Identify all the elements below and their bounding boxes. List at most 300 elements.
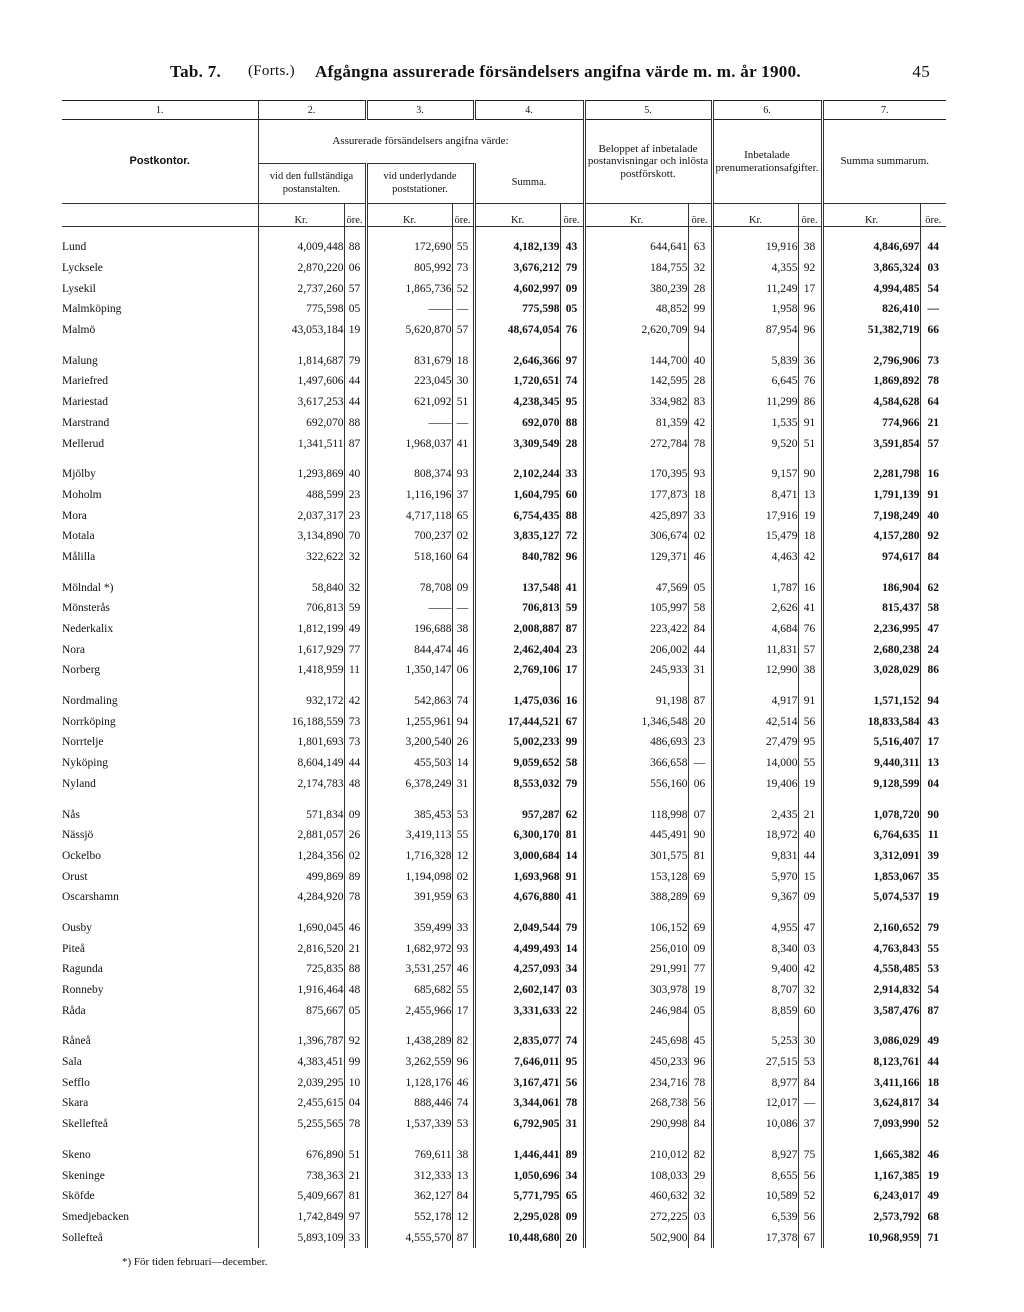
ore-cell: 48: [344, 774, 366, 795]
ore-cell: 88: [344, 959, 366, 980]
postkontor-name: Skeno: [62, 1148, 91, 1161]
kr-cell: 2,737,260: [258, 278, 344, 299]
postkontor-name: Målilla: [62, 550, 96, 563]
ore-cell: 91: [920, 485, 946, 506]
kr-cell: 42,514: [712, 711, 798, 732]
ore-cell: 84: [688, 1114, 712, 1135]
ore-cell: 09: [560, 1207, 584, 1228]
ore-cell: 60: [560, 485, 584, 506]
column-number: 7.: [822, 101, 946, 120]
kr-cell: 4,182,139: [474, 237, 560, 258]
kr-cell: 359,499: [366, 918, 452, 939]
ore-cell: 52: [798, 1186, 822, 1207]
ore-cell: 47: [798, 918, 822, 939]
kr-cell: 6,378,249: [366, 774, 452, 795]
kr-cell: 10,968,959: [822, 1227, 920, 1248]
ore-cell: 73: [452, 258, 474, 279]
kr-cell: 5,409,667: [258, 1186, 344, 1207]
ore-cell: 87: [344, 433, 366, 454]
kr-cell: 4,558,485: [822, 959, 920, 980]
ore-cell: 73: [920, 350, 946, 371]
table-row: [62, 1145, 946, 1166]
ore-cell: 28: [560, 433, 584, 454]
kr-cell: 3,344,061: [474, 1093, 560, 1114]
kr-cell: 303,978: [584, 980, 688, 1001]
ore-cell: 86: [798, 392, 822, 413]
ore-cell: 05: [688, 577, 712, 598]
table-row: [62, 774, 946, 795]
ore-cell: 13: [920, 753, 946, 774]
ore-cell: 92: [920, 526, 946, 547]
kr-cell: 3,617,253: [258, 392, 344, 413]
kr-cell: 4,238,345: [474, 392, 560, 413]
kr-cell: 5,074,537: [822, 887, 920, 908]
ore-cell: 09: [452, 577, 474, 598]
kr-cell: 5,620,870: [366, 320, 452, 341]
ore-cell: 99: [688, 299, 712, 320]
kr-cell: 2,680,238: [822, 639, 920, 660]
ore-cell: 31: [452, 774, 474, 795]
ore-cell: 52: [920, 1114, 946, 1135]
kr-cell: 17,378: [712, 1227, 798, 1248]
ore-cell: 14: [560, 846, 584, 867]
kr-cell: 51,382,719: [822, 320, 920, 341]
kr-cell: 450,233: [584, 1052, 688, 1073]
kr-cell: 3,835,127: [474, 526, 560, 547]
ore-cell: 84: [688, 1227, 712, 1248]
kr-cell: 43,053,184: [258, 320, 344, 341]
kr-cell: 118,998: [584, 804, 688, 825]
kr-cell: 2,796,906: [822, 350, 920, 371]
ore-cell: 74: [560, 1031, 584, 1052]
ore-cell: 87: [560, 619, 584, 640]
ore-cell: 02: [452, 526, 474, 547]
kr-cell: 5,893,109: [258, 1227, 344, 1248]
kr-cell: 14,000: [712, 753, 798, 774]
kr-cell: 3,587,476: [822, 1000, 920, 1021]
kr-cell: 3,531,257: [366, 959, 452, 980]
kr-cell: 8,340: [712, 938, 798, 959]
ore-cell: 17: [920, 732, 946, 753]
postkontor-name: Nederkalix: [62, 623, 114, 636]
kr-cell: 6,754,435: [474, 505, 560, 526]
table-row: [62, 577, 946, 598]
ore-cell: 56: [798, 1165, 822, 1186]
kr-cell: 8,471: [712, 485, 798, 506]
kr-cell: 58,840: [258, 577, 344, 598]
ore-cell: 93: [452, 938, 474, 959]
ore-cell: 95: [560, 392, 584, 413]
ore-cell: 64: [452, 547, 474, 568]
kr-cell: 272,784: [584, 433, 688, 454]
ore-cell: 72: [560, 526, 584, 547]
ore-cell: 12: [452, 1207, 474, 1228]
table-row: [62, 660, 946, 681]
ore-cell: 46: [688, 547, 712, 568]
kr-cell: 16,188,559: [258, 711, 344, 732]
kr-cell: 4,955: [712, 918, 798, 939]
ore-cell: 38: [452, 1145, 474, 1166]
table-row: [62, 258, 946, 279]
kr-cell: 2,646,366: [474, 350, 560, 371]
ore-cell: 38: [798, 237, 822, 258]
ore-cell: 76: [560, 320, 584, 341]
kr-cell: 725,835: [258, 959, 344, 980]
ore-cell: 78: [688, 433, 712, 454]
ore-cell: 66: [920, 320, 946, 341]
ore-cell: 23: [344, 505, 366, 526]
kr-cell: 2,620,709: [584, 320, 688, 341]
kr-cell: 256,010: [584, 938, 688, 959]
ore-cell: 37: [452, 485, 474, 506]
ore-cell: 44: [920, 1052, 946, 1073]
kr-cell: 1,116,196: [366, 485, 452, 506]
kr-cell: 3,134,890: [258, 526, 344, 547]
kr-cell: 644,641: [584, 237, 688, 258]
postkontor-name: Motala: [62, 530, 95, 543]
continued-label: (Forts.): [248, 63, 295, 79]
kr-cell: 2,455,615: [258, 1093, 344, 1114]
kr-cell: 1,787: [712, 577, 798, 598]
kr-cell: 9,059,652: [474, 753, 560, 774]
ore-cell: 79: [560, 774, 584, 795]
kr-cell: 3,624,817: [822, 1093, 920, 1114]
ore-cell: 79: [560, 258, 584, 279]
fullstandiga-header: vid den fullständiga postanstalten.: [258, 164, 366, 204]
ore-cell: 55: [798, 753, 822, 774]
group-spacer: [62, 908, 946, 918]
kr-cell: 6,645: [712, 371, 798, 392]
page-header: [170, 62, 930, 86]
ore-cell: 38: [452, 619, 474, 640]
kr-cell: 552,178: [366, 1207, 452, 1228]
ore-cell: 31: [688, 660, 712, 681]
table-row: [62, 691, 946, 712]
kr-cell: 2,602,147: [474, 980, 560, 1001]
ore-cell: 87: [688, 691, 712, 712]
ore-cell: 20: [560, 1227, 584, 1248]
kr-cell: 186,904: [822, 577, 920, 598]
kr-cell: 18,972: [712, 825, 798, 846]
ore-cell: 67: [798, 1227, 822, 1248]
kr-cell: 932,172: [258, 691, 344, 712]
kr-cell: 1,958: [712, 299, 798, 320]
postkontor-name: Piteå: [62, 942, 85, 955]
ore-cell: 59: [560, 598, 584, 619]
kr-cell: 844,474: [366, 639, 452, 660]
kr-cell: 17,444,521: [474, 711, 560, 732]
kr-cell: 184,755: [584, 258, 688, 279]
kr-cell: 1,571,152: [822, 691, 920, 712]
ore-cell: 19: [920, 887, 946, 908]
group-spacer: [62, 454, 946, 464]
ore-cell: 93: [688, 464, 712, 485]
group-spacer: [62, 340, 946, 350]
unit-ore: öre.: [798, 204, 822, 227]
ore-cell: 35: [920, 866, 946, 887]
ore-cell: 74: [560, 371, 584, 392]
ore-cell: 91: [560, 866, 584, 887]
ore-cell: 90: [798, 464, 822, 485]
ore-cell: 26: [452, 732, 474, 753]
kr-cell: ——: [366, 299, 452, 320]
ore-cell: 63: [452, 887, 474, 908]
kr-cell: 10,589: [712, 1186, 798, 1207]
kr-cell: 245,698: [584, 1031, 688, 1052]
kr-cell: 4,499,493: [474, 938, 560, 959]
postkontor-name: Malmö: [62, 324, 96, 337]
ore-cell: 44: [344, 371, 366, 392]
kr-cell: 4,684: [712, 619, 798, 640]
inbetalade-header: Inbetalade prenumerationsafgifter.: [712, 120, 822, 204]
kr-cell: 5,253: [712, 1031, 798, 1052]
unit-kr: Kr.: [584, 204, 688, 227]
kr-cell: 3,028,029: [822, 660, 920, 681]
kr-cell: 5,771,795: [474, 1186, 560, 1207]
kr-cell: 8,655: [712, 1165, 798, 1186]
ore-cell: 97: [560, 350, 584, 371]
table-row: [62, 753, 946, 774]
ore-cell: 88: [560, 413, 584, 434]
kr-cell: 272,225: [584, 1207, 688, 1228]
ore-cell: 77: [344, 639, 366, 660]
kr-cell: 1,812,199: [258, 619, 344, 640]
column-number: 3.: [366, 101, 474, 120]
kr-cell: 391,959: [366, 887, 452, 908]
kr-cell: 1,682,972: [366, 938, 452, 959]
ore-cell: 75: [798, 1145, 822, 1166]
kr-cell: 1,865,736: [366, 278, 452, 299]
kr-cell: 831,679: [366, 350, 452, 371]
kr-cell: 87,954: [712, 320, 798, 341]
ore-cell: 39: [920, 846, 946, 867]
ore-cell: 12: [452, 846, 474, 867]
kr-cell: 27,515: [712, 1052, 798, 1073]
ore-cell: 78: [688, 1072, 712, 1093]
ore-cell: 87: [920, 1000, 946, 1021]
ore-cell: 18: [920, 1072, 946, 1093]
kr-cell: 19,916: [712, 237, 798, 258]
kr-cell: 4,602,997: [474, 278, 560, 299]
kr-cell: 5,839: [712, 350, 798, 371]
ore-cell: 09: [560, 278, 584, 299]
kr-cell: 385,453: [366, 804, 452, 825]
kr-cell: 706,813: [474, 598, 560, 619]
ore-cell: 33: [560, 464, 584, 485]
ore-cell: 55: [452, 237, 474, 258]
ore-cell: 32: [344, 577, 366, 598]
kr-cell: 774,966: [822, 413, 920, 434]
ore-cell: 64: [920, 392, 946, 413]
ore-cell: 68: [920, 1207, 946, 1228]
kr-cell: 170,395: [584, 464, 688, 485]
kr-cell: 888,446: [366, 1093, 452, 1114]
kr-cell: 445,491: [584, 825, 688, 846]
kr-cell: 1,341,511: [258, 433, 344, 454]
kr-cell: 8,123,761: [822, 1052, 920, 1073]
ore-cell: 69: [688, 887, 712, 908]
kr-cell: 4,009,448: [258, 237, 344, 258]
ore-cell: 28: [688, 278, 712, 299]
ore-cell: 74: [452, 1093, 474, 1114]
ore-cell: 53: [452, 804, 474, 825]
kr-cell: 3,086,029: [822, 1031, 920, 1052]
kr-cell: 4,584,628: [822, 392, 920, 413]
unit-kr: Kr.: [474, 204, 560, 227]
kr-cell: 2,573,792: [822, 1207, 920, 1228]
ore-cell: 89: [344, 866, 366, 887]
column-number: 5.: [584, 101, 712, 120]
kr-cell: 1,497,606: [258, 371, 344, 392]
table-row: [62, 887, 946, 908]
kr-cell: 312,333: [366, 1165, 452, 1186]
kr-cell: 380,239: [584, 278, 688, 299]
unit-kr: Kr.: [712, 204, 798, 227]
kr-cell: 2,236,995: [822, 619, 920, 640]
unit-ore: öre.: [920, 204, 946, 227]
ore-cell: 34: [560, 1165, 584, 1186]
kr-cell: 815,437: [822, 598, 920, 619]
kr-cell: 1,128,176: [366, 1072, 452, 1093]
ore-cell: 95: [798, 732, 822, 753]
ore-cell: 41: [560, 887, 584, 908]
kr-cell: 8,553,032: [474, 774, 560, 795]
ore-cell: 94: [452, 711, 474, 732]
kr-cell: 81,359: [584, 413, 688, 434]
kr-cell: 460,632: [584, 1186, 688, 1207]
kr-cell: 290,998: [584, 1114, 688, 1135]
ore-cell: 76: [798, 371, 822, 392]
ore-cell: 77: [688, 959, 712, 980]
table-row: [62, 237, 946, 258]
kr-cell: 3,167,471: [474, 1072, 560, 1093]
kr-cell: 105,997: [584, 598, 688, 619]
kr-cell: 1,916,464: [258, 980, 344, 1001]
postkontor-name: Lund: [62, 241, 87, 254]
kr-cell: 3,676,212: [474, 258, 560, 279]
table-row: [62, 299, 946, 320]
kr-cell: 2,881,057: [258, 825, 344, 846]
ore-cell: 60: [798, 1000, 822, 1021]
ore-cell: —: [920, 299, 946, 320]
ore-cell: 73: [344, 711, 366, 732]
table-row: [62, 371, 946, 392]
assurerade-header: Assurerade försändelsers angifna värde:: [258, 120, 584, 164]
ore-cell: 74: [452, 691, 474, 712]
kr-cell: 4,257,093: [474, 959, 560, 980]
kr-cell: 19,406: [712, 774, 798, 795]
kr-cell: 322,622: [258, 547, 344, 568]
kr-cell: 840,782: [474, 547, 560, 568]
table-row: [62, 350, 946, 371]
ore-cell: 96: [798, 299, 822, 320]
ore-cell: 58: [688, 598, 712, 619]
table-row: [62, 866, 946, 887]
ore-cell: 04: [344, 1093, 366, 1114]
kr-cell: 3,419,113: [366, 825, 452, 846]
ore-cell: 51: [798, 433, 822, 454]
kr-cell: 268,738: [584, 1093, 688, 1114]
ore-cell: 81: [344, 1186, 366, 1207]
kr-cell: 4,157,280: [822, 526, 920, 547]
kr-cell: 3,312,091: [822, 846, 920, 867]
postkontor-name: Orust: [62, 870, 88, 883]
ore-cell: 07: [688, 804, 712, 825]
kr-cell: 1,255,961: [366, 711, 452, 732]
kr-cell: 4,717,118: [366, 505, 452, 526]
postkontor-name: Ronneby: [62, 984, 104, 997]
kr-cell: 11,249: [712, 278, 798, 299]
kr-cell: 1,693,968: [474, 866, 560, 887]
kr-cell: 10,448,680: [474, 1227, 560, 1248]
postkontor-name: Mjölby: [62, 468, 96, 481]
kr-cell: 2,870,220: [258, 258, 344, 279]
ore-cell: 19: [344, 320, 366, 341]
kr-cell: 6,300,170: [474, 825, 560, 846]
ore-cell: 91: [798, 413, 822, 434]
kr-cell: 5,002,233: [474, 732, 560, 753]
kr-cell: 10,086: [712, 1114, 798, 1135]
ore-cell: 02: [452, 866, 474, 887]
ore-cell: 92: [344, 1031, 366, 1052]
kr-cell: 91,198: [584, 691, 688, 712]
ore-cell: 41: [452, 433, 474, 454]
ore-cell: 69: [688, 918, 712, 939]
kr-cell: 17,916: [712, 505, 798, 526]
kr-cell: 1,535: [712, 413, 798, 434]
postkontor-name: Sköfde: [62, 1190, 95, 1203]
ore-cell: 40: [798, 825, 822, 846]
kr-cell: ——: [366, 598, 452, 619]
ore-cell: 29: [688, 1165, 712, 1186]
kr-cell: 306,674: [584, 526, 688, 547]
ore-cell: 43: [560, 237, 584, 258]
kr-cell: 8,604,149: [258, 753, 344, 774]
ore-cell: —: [688, 753, 712, 774]
ore-cell: 63: [688, 237, 712, 258]
kr-cell: 12,990: [712, 660, 798, 681]
ore-cell: 19: [798, 774, 822, 795]
kr-cell: 1,968,037: [366, 433, 452, 454]
ore-cell: 21: [344, 938, 366, 959]
ore-cell: 70: [344, 526, 366, 547]
ore-cell: 06: [344, 258, 366, 279]
kr-cell: 3,865,324: [822, 258, 920, 279]
kr-cell: 3,000,684: [474, 846, 560, 867]
kr-cell: 8,707: [712, 980, 798, 1001]
kr-cell: 2,295,028: [474, 1207, 560, 1228]
ore-cell: 24: [920, 639, 946, 660]
kr-cell: 9,831: [712, 846, 798, 867]
ore-cell: 81: [560, 825, 584, 846]
kr-cell: 4,994,485: [822, 278, 920, 299]
table-row: [62, 1052, 946, 1073]
ore-cell: 88: [560, 505, 584, 526]
ore-cell: 90: [688, 825, 712, 846]
table-row: [62, 392, 946, 413]
kr-cell: 1,418,959: [258, 660, 344, 681]
table-row: [62, 846, 946, 867]
ore-cell: 26: [344, 825, 366, 846]
ore-cell: 05: [344, 299, 366, 320]
kr-cell: 974,617: [822, 547, 920, 568]
kr-cell: 2,914,832: [822, 980, 920, 1001]
kr-cell: 4,763,843: [822, 938, 920, 959]
kr-cell: ——: [366, 413, 452, 434]
kr-cell: 1,604,795: [474, 485, 560, 506]
kr-cell: 48,852: [584, 299, 688, 320]
kr-cell: 11,299: [712, 392, 798, 413]
